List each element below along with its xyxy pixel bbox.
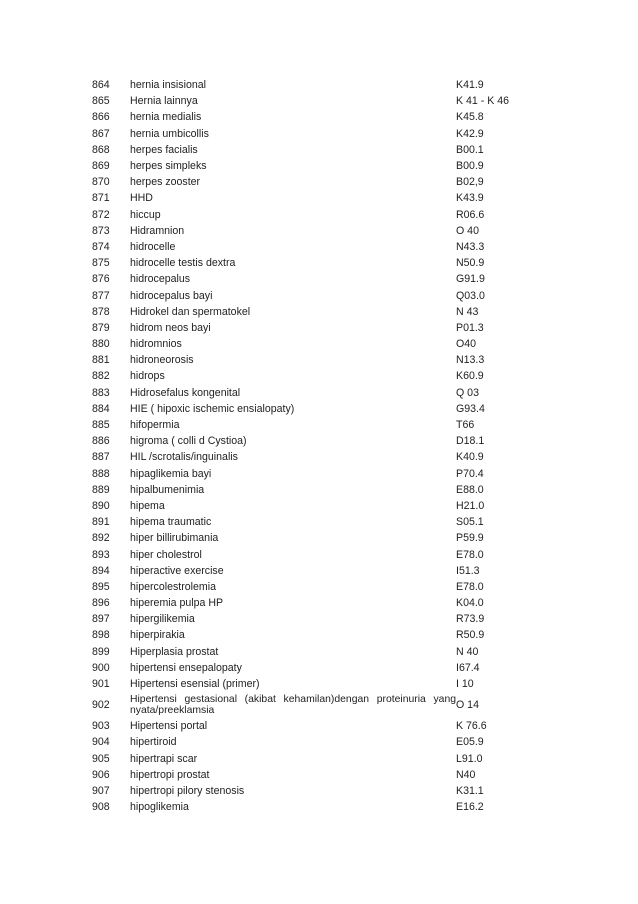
- diagnosis-name: hidroneorosis: [130, 354, 194, 367]
- diagnosis-name: Hidrokel dan spermatokel: [130, 305, 251, 318]
- table-row: [92, 692, 532, 718]
- diagnosis-name: hidrocelle testis dextra: [130, 257, 236, 270]
- row-number: 898: [92, 629, 110, 642]
- icd-code: O 40: [456, 224, 479, 237]
- row-number: 893: [92, 548, 110, 561]
- icd-code: G91.9: [456, 273, 485, 286]
- icd-code: K04.0: [456, 597, 484, 610]
- row-number: 878: [92, 305, 110, 318]
- table-row: [92, 466, 532, 482]
- row-number: 867: [92, 127, 110, 140]
- diagnosis-name: hidrocelle: [130, 240, 176, 253]
- row-number: 869: [92, 160, 110, 173]
- table-row: [92, 498, 532, 514]
- diagnosis-name: hipergilikemia: [130, 613, 195, 626]
- icd-code: P59.9: [456, 532, 484, 545]
- diagnosis-name: Hipertensi esensial (primer): [130, 678, 260, 691]
- table-row: [92, 109, 532, 125]
- diagnosis-name: herpes zooster: [130, 176, 201, 189]
- row-number: 879: [92, 321, 110, 334]
- icd-code: K40.9: [456, 451, 484, 464]
- table-row: [92, 304, 532, 320]
- row-number: 883: [92, 386, 110, 399]
- diagnosis-name: hifopermia: [130, 419, 180, 432]
- row-number: 886: [92, 435, 110, 448]
- diagnosis-name: hipema: [130, 499, 165, 512]
- icd-code: N13.3: [456, 354, 485, 367]
- icd-code: N 43: [456, 305, 479, 318]
- diagnosis-name: hiperactive exercise: [130, 564, 224, 577]
- diagnosis-name: hiper billirubimania: [130, 532, 219, 545]
- table-row: [92, 93, 532, 109]
- row-number: 872: [92, 208, 110, 221]
- table-row: [92, 158, 532, 174]
- icd-code: K 76.6: [456, 720, 487, 733]
- diagnosis-name: herpes facialis: [130, 143, 198, 156]
- row-number: 896: [92, 597, 110, 610]
- row-number: 880: [92, 338, 110, 351]
- row-number: 888: [92, 467, 110, 480]
- table-row: [92, 271, 532, 287]
- table-row: [92, 676, 532, 692]
- table-row: [92, 482, 532, 498]
- icd-code: O 14: [456, 699, 479, 712]
- row-number: 874: [92, 240, 110, 253]
- icd-code: K43.9: [456, 192, 484, 205]
- row-number: 904: [92, 736, 110, 749]
- diagnosis-name: hidrocepalus: [130, 273, 191, 286]
- diagnosis-name: hernia umbicollis: [130, 127, 209, 140]
- diagnosis-name: hidrocepalus bayi: [130, 289, 213, 302]
- icd-code: P70.4: [456, 467, 484, 480]
- table-row: [92, 449, 532, 465]
- row-number: 864: [92, 79, 110, 92]
- table-row: [92, 563, 532, 579]
- table-row: [92, 320, 532, 336]
- icd-code: B00.1: [456, 143, 484, 156]
- table-row: [92, 767, 532, 783]
- diagnosis-name: Hiperplasia prostat: [130, 645, 219, 658]
- icd-code: P01.3: [456, 321, 484, 334]
- icd-code: O40: [456, 338, 477, 351]
- icd-code: N 40: [456, 645, 479, 658]
- icd-code: I 10: [456, 678, 474, 691]
- row-number: 884: [92, 402, 110, 415]
- diagnosis-name: Hidrosefalus kongenital: [130, 386, 241, 399]
- table-row: [92, 174, 532, 190]
- diagnosis-name: hipaglikemia bayi: [130, 467, 212, 480]
- row-number: 865: [92, 95, 110, 108]
- row-number: 871: [92, 192, 110, 205]
- table-row: [92, 530, 532, 546]
- row-number: 908: [92, 801, 110, 814]
- diagnosis-name: hiccup: [130, 208, 161, 221]
- icd-code: S05.1: [456, 516, 484, 529]
- table-row: [92, 239, 532, 255]
- diagnosis-name: Hipertensi portal: [130, 720, 208, 733]
- icd-code: I51.3: [456, 564, 480, 577]
- diagnosis-name: hidromnios: [130, 338, 182, 351]
- table-row: [92, 595, 532, 611]
- table-row: [92, 734, 532, 750]
- table-row: [92, 514, 532, 530]
- icd-code: K41.9: [456, 79, 484, 92]
- icd-code: K 41 - K 46: [456, 95, 509, 108]
- icd-code: Q 03: [456, 386, 479, 399]
- icd-code: N40: [456, 768, 476, 781]
- row-number: 885: [92, 419, 110, 432]
- diagnosis-name: hipercolestrolemia: [130, 580, 216, 593]
- diagnosis-name: hiperemia pulpa HP: [130, 597, 224, 610]
- table-row: [92, 644, 532, 660]
- icd-code: Q03.0: [456, 289, 485, 302]
- icd-code: H21.0: [456, 499, 485, 512]
- icd-code: I67.4: [456, 661, 480, 674]
- icd-code: T66: [456, 419, 475, 432]
- table-row: [92, 352, 532, 368]
- icd-code: R06.6: [456, 208, 485, 221]
- icd-code: R50.9: [456, 629, 485, 642]
- table-row: [92, 433, 532, 449]
- icd-code: K31.1: [456, 784, 484, 797]
- table-row: [92, 207, 532, 223]
- row-number: 892: [92, 532, 110, 545]
- table-row: [92, 77, 532, 93]
- row-number: 875: [92, 257, 110, 270]
- diagnosis-name: Hipertensi gestasional (akibat kehamilan)dengan proteinuria yang nyata/preeklamsia: [130, 693, 456, 717]
- table-row: [92, 627, 532, 643]
- table-row: [92, 546, 532, 562]
- row-number: 901: [92, 678, 110, 691]
- table-row: [92, 142, 532, 158]
- diagnosis-name: herpes simpleks: [130, 160, 207, 173]
- icd-code: E78.0: [456, 548, 484, 561]
- table-row: [92, 401, 532, 417]
- row-number: 870: [92, 176, 110, 189]
- table-row: [92, 799, 532, 815]
- icd-code: E88.0: [456, 483, 484, 496]
- diagnosis-name: hipertropi prostat: [130, 768, 210, 781]
- icd-code: E16.2: [456, 801, 484, 814]
- row-number: 873: [92, 224, 110, 237]
- diagnosis-name: hipertensi ensepalopaty: [130, 661, 242, 674]
- diagnosis-name: hipertropi pilory stenosis: [130, 784, 245, 797]
- diagnosis-name: hipertrapi scar: [130, 752, 198, 765]
- icd-code: N50.9: [456, 257, 485, 270]
- table-row: [92, 190, 532, 206]
- row-number: 894: [92, 564, 110, 577]
- row-number: 877: [92, 289, 110, 302]
- diagnosis-name: HHD: [130, 192, 153, 205]
- row-number: 902: [92, 699, 110, 712]
- row-number: 906: [92, 768, 110, 781]
- diagnosis-name: hiperpirakia: [130, 629, 185, 642]
- icd-code: E05.9: [456, 736, 484, 749]
- table-row: [92, 417, 532, 433]
- table-row: [92, 223, 532, 239]
- diagnosis-name: Hidramnion: [130, 224, 185, 237]
- diagnosis-name: hidrom neos bayi: [130, 321, 211, 334]
- row-number: 889: [92, 483, 110, 496]
- diagnosis-name: higroma ( colli d Cystioa): [130, 435, 247, 448]
- diagnosis-name: hiper cholestrol: [130, 548, 202, 561]
- row-number: 905: [92, 752, 110, 765]
- icd-code: K45.8: [456, 111, 484, 124]
- diagnosis-name: HIE ( hipoxic ischemic ensialopaty): [130, 402, 295, 415]
- diagnosis-name: hipema traumatic: [130, 516, 212, 529]
- row-number: 890: [92, 499, 110, 512]
- row-number: 876: [92, 273, 110, 286]
- table-row: [92, 783, 532, 799]
- row-number: 903: [92, 720, 110, 733]
- icd-code: N43.3: [456, 240, 485, 253]
- row-number: 899: [92, 645, 110, 658]
- icd-code: B02,9: [456, 176, 484, 189]
- row-number: 895: [92, 580, 110, 593]
- icd-code: R73.9: [456, 613, 485, 626]
- row-number: 900: [92, 661, 110, 674]
- table-row: [92, 368, 532, 384]
- diagnosis-name: hipoglikemia: [130, 801, 189, 814]
- diagnosis-name: hidrops: [130, 370, 165, 383]
- icd-code: D18.1: [456, 435, 485, 448]
- diagnosis-name: Hernia lainnya: [130, 95, 198, 108]
- row-number: 897: [92, 613, 110, 626]
- table-row: [92, 287, 532, 303]
- table-row: [92, 718, 532, 734]
- table-row: [92, 751, 532, 767]
- table-row: [92, 611, 532, 627]
- row-number: 881: [92, 354, 110, 367]
- diagnosis-name: HIL /scrotalis/inguinalis: [130, 451, 238, 464]
- table-row: [92, 579, 532, 595]
- icd-code: B00.9: [456, 160, 484, 173]
- icd-code: K60.9: [456, 370, 484, 383]
- row-number: 868: [92, 143, 110, 156]
- table-row: [92, 385, 532, 401]
- diagnosis-name: hernia medialis: [130, 111, 202, 124]
- icd-code: E78.0: [456, 580, 484, 593]
- icd-code: G93.4: [456, 402, 485, 415]
- table-row: [92, 660, 532, 676]
- row-number: 866: [92, 111, 110, 124]
- diagnosis-name: hipalbumenimia: [130, 483, 205, 496]
- row-number: 907: [92, 784, 110, 797]
- row-number: 882: [92, 370, 110, 383]
- table-row: [92, 336, 532, 352]
- row-number: 891: [92, 516, 110, 529]
- icd-code-table: [92, 77, 532, 815]
- diagnosis-name: hipertiroid: [130, 736, 177, 749]
- icd-code: K42.9: [456, 127, 484, 140]
- table-row: [92, 126, 532, 142]
- row-number: 887: [92, 451, 110, 464]
- icd-code: L91.0: [456, 752, 483, 765]
- diagnosis-name: hernia insisional: [130, 79, 206, 92]
- table-row: [92, 255, 532, 271]
